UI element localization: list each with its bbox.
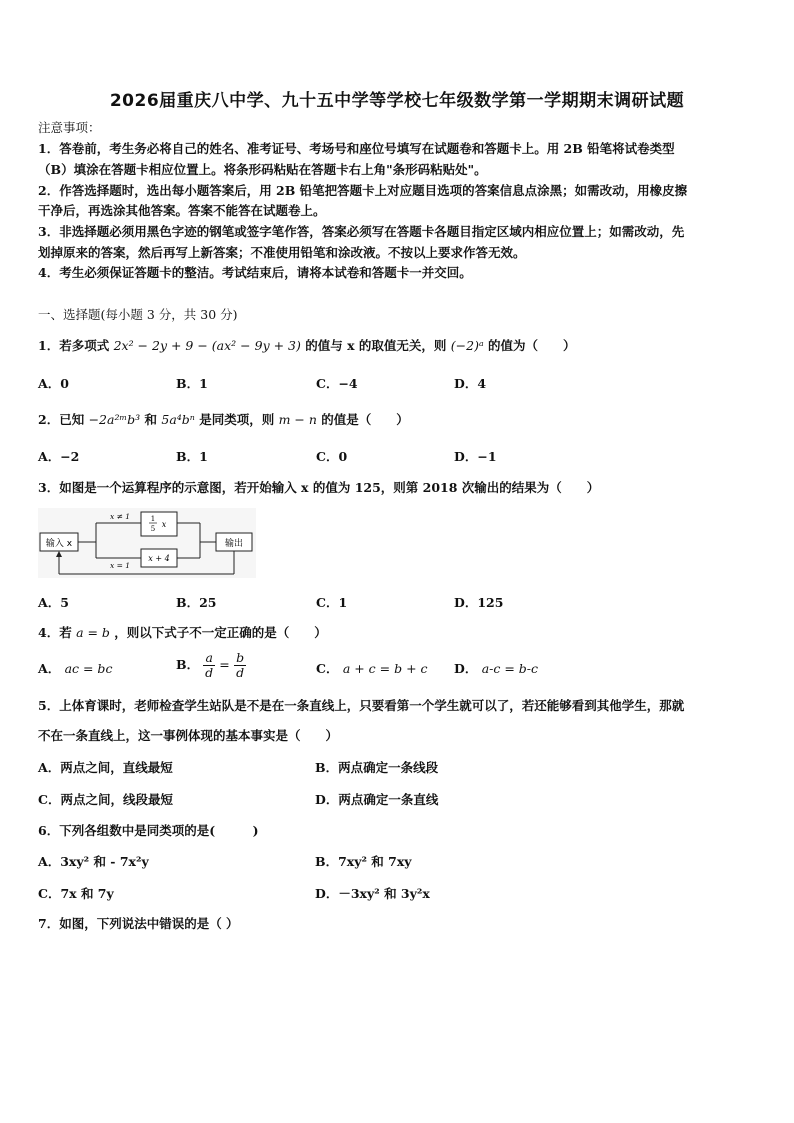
diagram-box-top-den: 5 — [150, 525, 156, 533]
q4-option-a-label: A． — [38, 661, 61, 676]
program-flow-diagram — [38, 508, 256, 578]
q1-expression: 2x² − 2y + 9 − (ax² − 9y + 3) — [113, 338, 301, 353]
q4-option-b-frac-2: $\frac{b}{d}$ — [236, 650, 245, 680]
q4-option-b-label: B． — [176, 657, 200, 672]
q3-option-a: A．5 — [38, 595, 69, 610]
page-title: 2026届重庆八中学、九十五中学等学校七年级数学第一学期期末调研试题 — [109, 91, 685, 111]
q4-option-c-label: C． — [316, 661, 339, 676]
q2-option-d: D．−1 — [454, 449, 497, 464]
question-5-line-2: 不在一条直线上，这一事例体现的基本事实是（ ） — [38, 728, 339, 743]
q4-option-b-eq: = — [219, 657, 230, 672]
q2-expression-2: 5a⁴bⁿ — [161, 412, 195, 427]
q4-option-d-expr: a-c = b-c — [481, 661, 539, 676]
q6-option-a: A．3xy² 和 - 7x²y — [38, 854, 149, 869]
q2-option-b: B．1 — [176, 449, 208, 464]
notice-heading: 注意事项： — [38, 120, 101, 135]
q4-option-c-expr: a + c = b + c — [342, 661, 428, 676]
diagram-output-label: 输出 — [224, 539, 244, 549]
q3-option-c: C．1 — [316, 595, 348, 610]
section-heading: 一、选择题(每小题 3 分，共 30 分) — [38, 307, 238, 322]
diagram-input-label: 输入 x — [45, 539, 73, 549]
q1-option-c: C．−4 — [316, 376, 358, 391]
q4-option-b-frac-1: $\frac{a}{d}$ — [205, 650, 214, 680]
notice-line-3: 2．作答选择题时，选出每小题答案后，用 2B 铅笔把答题卡上对应题目选项的答案信息点涂黑；如需改动，用橡皮擦 — [38, 183, 688, 198]
q3-option-b: B．25 — [176, 595, 217, 610]
q1-option-d: D．4 — [454, 376, 487, 391]
q1-option-a: A．0 — [38, 376, 69, 391]
notice-line-7: 4．考生必须保证答题卡的整洁。考试结束后，请将本试卷和答题卡一并交回。 — [38, 265, 472, 280]
diagram-box-top-var: x — [161, 520, 167, 529]
q5-option-b: B．两点确定一条线段 — [315, 760, 439, 775]
q2-post: 的值是（ ） — [321, 412, 409, 427]
notice-line-1: 1．答卷前，考生务必将自己的姓名、准考证号、考场号和座位号填写在试题卷和答题卡上。用 2B 铅笔将试卷类型 — [38, 141, 675, 156]
question-1 — [38, 336, 576, 356]
q5-option-d: D．两点确定一条直线 — [315, 792, 439, 807]
q6-option-b: B．7xy² 和 7xy — [315, 854, 412, 869]
diagram-cond-top: x ≠ 1 — [109, 512, 131, 521]
notice-line-4: 干净后，再选涂其他答案。答案不能答在试题卷上。 — [38, 203, 326, 218]
q1-pre: 1．若多项式 — [38, 338, 110, 353]
q2-mid: 和 — [144, 412, 158, 427]
q2-option-c: C．0 — [316, 449, 348, 464]
notice-line-6: 划掉原来的答案，然后再写上新答案；不准使用铅笔和涂改液。不按以上要求作答无效。 — [38, 245, 526, 260]
notice-line-5: 3．非选择题必须用黑色字迹的钢笔或签字笔作答，答案必须写在答题卡各题目指定区域内相应位置上；如需改动，先 — [38, 224, 685, 239]
question-6: 6．下列各组数中是同类项的是( ) — [38, 823, 259, 838]
question-3: 3．如图是一个运算程序的示意图，若开始输入 x 的值为 125，则第 2018 次输出的结果为（ ） — [38, 480, 600, 495]
diagram-box-bottom-label: x + 4 — [148, 554, 170, 563]
q2-expression-3: m − n — [278, 412, 317, 427]
q6-option-c: C．7x 和 7y — [38, 886, 114, 901]
q4-option-a-expr: ac = bc — [64, 661, 113, 676]
q4-expression: a = b — [76, 625, 110, 640]
q4-pre: 4．若 — [38, 625, 72, 640]
diagram-box-top — [141, 512, 177, 536]
q4-option-a — [38, 659, 112, 677]
q4-option-b — [176, 651, 246, 680]
q4-option-d — [454, 659, 538, 677]
diagram-cond-bottom: x = 1 — [109, 561, 131, 570]
q1-post: 的值为（ ） — [488, 338, 576, 353]
diagram-box-top-num: 1 — [150, 515, 156, 523]
q2-pre: 2．已知 — [38, 412, 85, 427]
q2-expression: −2a²ᵐb³ — [88, 412, 141, 427]
q2-option-a: A．−2 — [38, 449, 80, 464]
q4-post: ，则以下式子不一定正确的是（ ） — [114, 625, 327, 640]
q3-option-d: D．125 — [454, 595, 504, 610]
q1-mid: 的值与 x 的取值无关，则 — [305, 338, 447, 353]
question-4 — [38, 623, 327, 643]
q4-option-d-label: D． — [454, 661, 478, 676]
question-5-line-1: 5．上体育课时，老师检查学生站队是不是在一条直线上，只要看第一个学生就可以了，若还能够看到其他学生，那就 — [38, 698, 685, 713]
q5-option-a: A．两点之间，直线最短 — [38, 760, 173, 775]
q1-expression-2: (−2)ᵃ — [450, 338, 484, 353]
q4-option-c — [316, 659, 428, 677]
q1-option-b: B．1 — [176, 376, 208, 391]
q6-option-d: D．－3xy² 和 3y²x — [315, 886, 430, 901]
question-7: 7．如图，下列说法中错误的是（ ） — [38, 916, 239, 931]
notice-line-2: （B）填涂在答题卡相应位置上。将条形码粘贴在答题卡右上角"条形码粘贴处"。 — [38, 162, 487, 177]
q5-option-c: C．两点之间，线段最短 — [38, 792, 173, 807]
q2-mid-2: 是同类项，则 — [199, 412, 275, 427]
question-2 — [38, 410, 409, 430]
